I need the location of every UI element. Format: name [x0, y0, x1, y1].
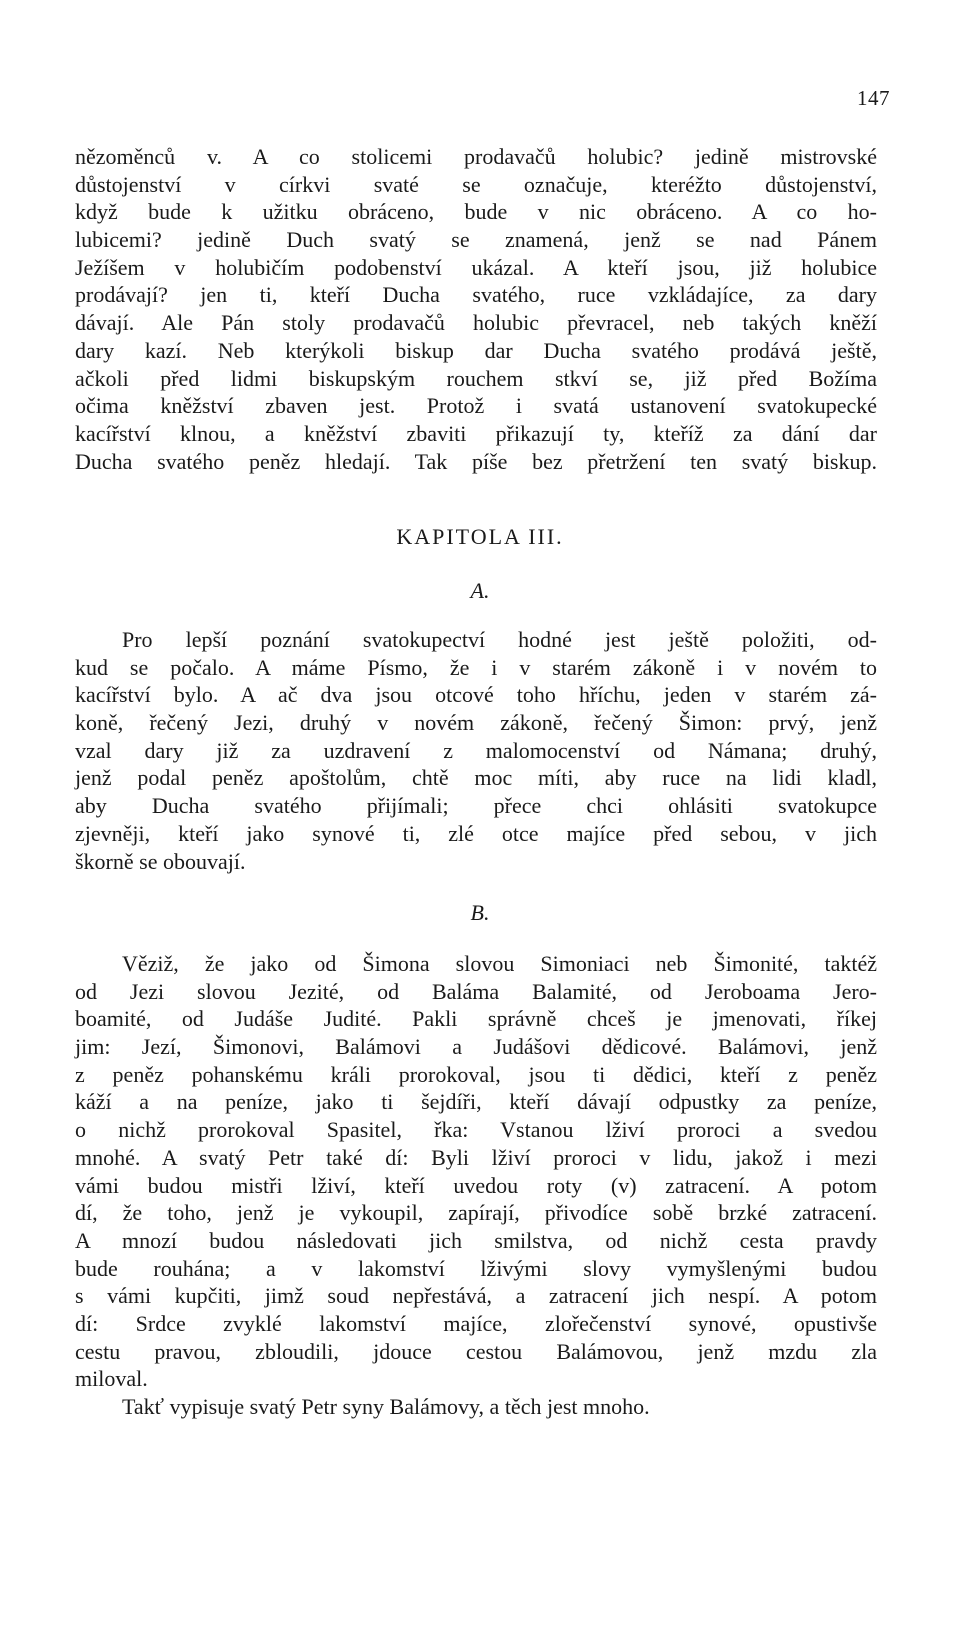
paragraph-continuation: [75, 143, 877, 475]
text-line: vzal dary již za uzdravení z malomocenství od Námana; druhý,: [75, 737, 877, 763]
text-line: Takť vypisuje svatý Petr syny Balámovy, a těch jest mnoho.: [122, 1394, 650, 1419]
text-line: Ducha svatého peněz hledají. Tak píše bez přetržení ten svatý biskup.: [75, 448, 877, 474]
text-line: vámi budou mistři lživí, kteří uvedou roty (v) zatracení. A potom: [75, 1172, 877, 1198]
text-line: kud se počalo. A máme Písmo, že i v starém zákoně i v novém to: [75, 654, 877, 680]
text-line: ačkoli před lidmi biskupským rouchem stkví se, již před Božíma: [75, 365, 877, 391]
section-label-b: B.: [470, 900, 490, 925]
paragraph-section-b: [75, 950, 877, 1421]
text-line: když bude k užitku obráceno, bude v nic obráceno. A co ho-: [75, 199, 877, 225]
paragraph-section-a: [75, 626, 877, 875]
text-line: dí: Srdce zvyklé lakomství majíce, zlořečenství synové, opustivše: [75, 1310, 877, 1336]
text-line: Pro lepší poznání svatokupectví hodné jest ještě položiti, od-: [122, 627, 877, 652]
text-line: s vámi kupčiti, jimž soud nepřestává, a zatracení jich nespí. A potom: [75, 1283, 877, 1309]
page-number: 147: [857, 86, 890, 110]
text-line: jenž podal peněz apoštolům, chtě moc míti, aby ruce na lidi kladl,: [75, 765, 877, 791]
text-line: od Jezi slovou Jezité, od Baláma Balamité, od Jeroboama Jero-: [75, 978, 877, 1004]
text-line: o nichž prorokoval Spasitel, řka: Vstanou lživí proroci a svedou: [75, 1117, 877, 1143]
text-line: důstojenství v církvi svaté se označuje, kteréžto důstojenství,: [75, 171, 877, 197]
text-line: dávají. Ale Pán stoly prodavačů holubic převracel, neb takých kněží: [75, 310, 877, 336]
text-line: prodávají? jen ti, kteří Ducha svatého, ruce vzkládajíce, za dary: [75, 282, 877, 308]
text-line: koně, řečený Jezi, druhý v novém zákoně, řečený Šimon: prvý, jenž: [75, 710, 877, 736]
text-line: káží a na peníze, jako ti šejdíři, kteří dávají odpustky za peníze,: [75, 1089, 877, 1115]
text-line: mnohé. A svatý Petr také dí: Byli lživí proroci v lidu, jakož i mezi: [75, 1144, 877, 1170]
text-line: lubicemi? jedině Duch svatý se znamená, jenž se nad Pánem: [75, 227, 877, 253]
text-line: bude rouhána; a v lakomství lživými slovy vymyšlenými budou: [75, 1255, 877, 1281]
text-line: boamité, od Judáše Judité. Pakli správně chceš je jmenovati, říkej: [75, 1006, 877, 1032]
text-line: miloval.: [75, 1366, 148, 1392]
text-line: kacířství klnou, a kněžství zbaviti přikazují ty, kteříž za dání dar: [75, 420, 877, 446]
section-label-a: A.: [470, 578, 490, 603]
text-line: škorně se obouvají.: [75, 848, 246, 874]
text-line: z peněz pohanskému králi prorokoval, jsou ti dědici, kteří z peněz: [75, 1061, 877, 1087]
text-line: zjevněji, kteří jako synové ti, zlé otce majíce před sebou, v jich: [75, 820, 877, 846]
text-line: kacířství bylo. A ač dva jsou otcové toho hříchu, jeden v starém zá-: [75, 682, 877, 708]
text-line: jim: Jezí, Šimonovi, Balámovi a Judášovi dědicové. Balámovi, jenž: [75, 1034, 877, 1060]
text-line: Ježíšem v holubičím podobenství ukázal. A kteří jsou, již holubice: [75, 254, 877, 280]
text-line: očima kněžství zbaven jest. Protož i svatá ustanovení svatokupecké: [75, 393, 877, 419]
text-line: nězoměnců v. A co stolicemi prodavačů holubic? jedině mistrovské: [75, 144, 877, 169]
text-line: Věziž, že jako od Šimona slovou Simoniaci neb Šimonité, taktéž: [122, 951, 877, 976]
text-line: A mnozí budou následovati jich smilstva, od nichž cesta pravdy: [75, 1227, 877, 1253]
text-line: aby Ducha svatého přijímali; přece chci ohlásiti svatokupce: [75, 793, 877, 819]
text-line: dí, že toho, jenž je vykoupil, zapírají, přivodíce sobě brzké zatracení.: [75, 1200, 877, 1226]
text-line: dary kazí. Neb kterýkoli biskup dar Ducha svatého prodává ještě,: [75, 337, 877, 363]
chapter-heading: KAPITOLA III.: [396, 524, 564, 549]
text-line: cestu pravou, zbloudili, jdouce cestou Balámovou, jenž mzdu zla: [75, 1338, 877, 1364]
